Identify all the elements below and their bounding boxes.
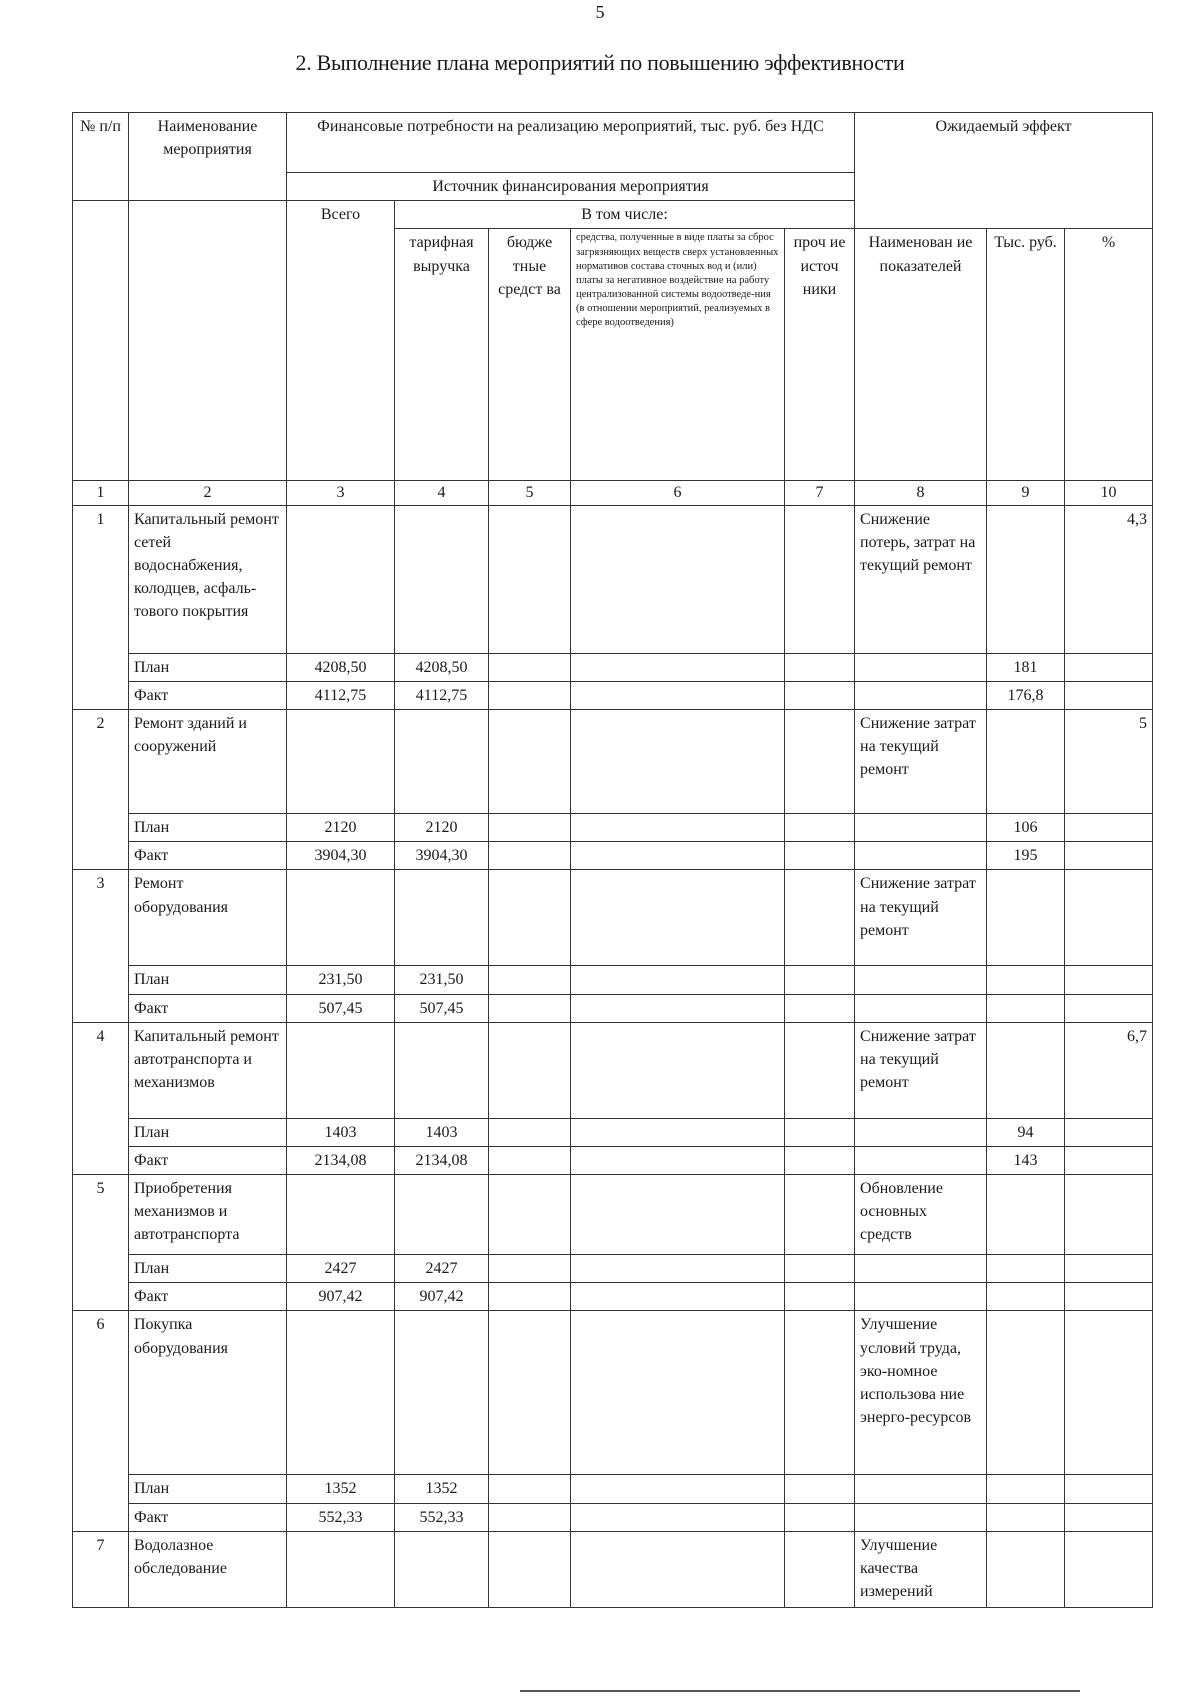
plan-thousand-rub: 106: [987, 813, 1065, 841]
empty-cell: [987, 1531, 1065, 1607]
column-index: 5: [489, 481, 571, 505]
empty-cell: [489, 709, 571, 813]
plan-row: [73, 1255, 1153, 1283]
fact-thousand-rub: [987, 1503, 1065, 1531]
empty-cell: [571, 681, 785, 709]
header-indicator: Наименован ие показателей: [855, 229, 987, 481]
empty-cell: [395, 1022, 489, 1118]
empty-cell: [785, 653, 855, 681]
fact-thousand-rub: 176,8: [987, 681, 1065, 709]
effect-percent: [1065, 1175, 1153, 1255]
empty-cell: [987, 870, 1065, 966]
header-source: Источник финансирования мероприятия: [287, 173, 855, 201]
empty-cell: [395, 1531, 489, 1607]
empty-cell: [855, 813, 987, 841]
empty-cell: [489, 1146, 571, 1174]
empty-cell: [1065, 1255, 1153, 1283]
empty-cell: [855, 994, 987, 1022]
plan-thousand-rub: [987, 966, 1065, 994]
empty-cell: [1065, 966, 1153, 994]
fact-thousand-rub: [987, 1283, 1065, 1311]
empty-cell: [855, 1503, 987, 1531]
header-thousand-rub: Тыс. руб.: [987, 229, 1065, 481]
column-index: 10: [1065, 481, 1153, 505]
measure-number: 5: [73, 1175, 129, 1311]
fact-tariff: 2134,08: [395, 1146, 489, 1174]
empty-cell: [489, 1283, 571, 1311]
empty-cell: [489, 813, 571, 841]
empty-cell: [489, 1503, 571, 1531]
fact-thousand-rub: 143: [987, 1146, 1065, 1174]
plan-tariff: 231,50: [395, 966, 489, 994]
column-index: 7: [785, 481, 855, 505]
empty-cell: [987, 1175, 1065, 1255]
fact-total: 3904,30: [287, 842, 395, 870]
empty-cell: [785, 1475, 855, 1503]
empty-cell: [855, 966, 987, 994]
empty-cell: [287, 505, 395, 653]
page-title: 2. Выполнение плана мероприятий по повышению эффективности: [295, 50, 905, 75]
measure-number: 4: [73, 1022, 129, 1174]
column-index: 6: [571, 481, 785, 505]
header-including: В том числе:: [395, 201, 855, 229]
effect-percent: 5: [1065, 709, 1153, 813]
empty-cell: [1065, 842, 1153, 870]
measure-row: [73, 1022, 1153, 1118]
fact-row: [73, 1503, 1153, 1531]
empty-cell: [855, 1146, 987, 1174]
plan-row: [73, 1118, 1153, 1146]
empty-cell: [287, 1531, 395, 1607]
effect-indicator: Улучшение условий труда, эко-номное использова ние энерго-ресурсов: [855, 1311, 987, 1475]
empty-cell: [395, 1175, 489, 1255]
measure-row: [73, 1311, 1153, 1475]
empty-cell: [785, 1531, 855, 1607]
empty-cell: [571, 1175, 785, 1255]
fact-row: [73, 1283, 1153, 1311]
measure-name: Ремонт оборудования: [129, 870, 287, 966]
empty-cell: [987, 1022, 1065, 1118]
empty-cell: [489, 1255, 571, 1283]
empty-cell: [785, 681, 855, 709]
empty-cell: [987, 1311, 1065, 1475]
empty-cell: [785, 1118, 855, 1146]
page-number: 5: [595, 2, 605, 22]
empty-cell: [571, 966, 785, 994]
measure-name: Покупка оборудования: [129, 1311, 287, 1475]
measure-row: [73, 870, 1153, 966]
header-name-empty: [129, 201, 287, 481]
empty-cell: [1065, 1146, 1153, 1174]
column-index: 1: [73, 481, 129, 505]
header-tariff: тарифная выручка: [395, 229, 489, 481]
plan-label: План: [129, 813, 287, 841]
empty-cell: [785, 1146, 855, 1174]
empty-cell: [571, 1475, 785, 1503]
plan-row: [73, 813, 1153, 841]
empty-cell: [785, 1255, 855, 1283]
plan-thousand-rub: [987, 1475, 1065, 1503]
empty-cell: [571, 1118, 785, 1146]
plan-total: 4208,50: [287, 653, 395, 681]
plan-thousand-rub: [987, 1255, 1065, 1283]
empty-cell: [785, 842, 855, 870]
plan-thousand-rub: 181: [987, 653, 1065, 681]
empty-cell: [571, 842, 785, 870]
effect-indicator: Обновление основных средств: [855, 1175, 987, 1255]
empty-cell: [395, 1311, 489, 1475]
measure-row: [73, 1175, 1153, 1255]
empty-cell: [785, 1022, 855, 1118]
empty-cell: [489, 681, 571, 709]
empty-cell: [1065, 1503, 1153, 1531]
measure-number: 6: [73, 1311, 129, 1531]
measure-number: 7: [73, 1531, 129, 1607]
effect-indicator: Снижение затрат на текущий ремонт: [855, 1022, 987, 1118]
fact-label: Факт: [129, 1503, 287, 1531]
empty-cell: [489, 1311, 571, 1475]
effect-indicator: Улучшение качества измерений: [855, 1531, 987, 1607]
column-index: 9: [987, 481, 1065, 505]
empty-cell: [785, 966, 855, 994]
fact-thousand-rub: [987, 994, 1065, 1022]
plan-row: [73, 966, 1153, 994]
effect-indicator: Снижение затрат на текущий ремонт: [855, 709, 987, 813]
measure-name: Водолазное обследование: [129, 1531, 287, 1607]
fact-tariff: 907,42: [395, 1283, 489, 1311]
fact-label: Факт: [129, 1283, 287, 1311]
empty-cell: [785, 1283, 855, 1311]
footer-line: [520, 1690, 1080, 1692]
measure-row: [73, 505, 1153, 653]
empty-cell: [287, 870, 395, 966]
empty-cell: [855, 1118, 987, 1146]
empty-cell: [489, 966, 571, 994]
empty-cell: [571, 1311, 785, 1475]
empty-cell: [785, 813, 855, 841]
plan-row: [73, 653, 1153, 681]
measure-name: Капитальный ремонт автотранспорта и механизмов: [129, 1022, 287, 1118]
fact-tariff: 552,33: [395, 1503, 489, 1531]
fact-label: Факт: [129, 994, 287, 1022]
measure-name: Капитальный ремонт сетей водоснабжения, колодцев, асфаль-тового покрытия: [129, 505, 287, 653]
plan-row: [73, 1475, 1153, 1503]
column-index: 4: [395, 481, 489, 505]
measure-number: 1: [73, 505, 129, 709]
plan-label: План: [129, 1255, 287, 1283]
empty-cell: [571, 994, 785, 1022]
empty-cell: [785, 1311, 855, 1475]
empty-cell: [287, 709, 395, 813]
empty-cell: [489, 1475, 571, 1503]
plan-label: План: [129, 1118, 287, 1146]
empty-cell: [571, 870, 785, 966]
empty-cell: [1065, 994, 1153, 1022]
empty-cell: [571, 1283, 785, 1311]
empty-cell: [489, 1118, 571, 1146]
measure-row: [73, 1531, 1153, 1607]
empty-cell: [571, 1022, 785, 1118]
plan-tariff: 2120: [395, 813, 489, 841]
empty-cell: [489, 870, 571, 966]
fact-row: [73, 1146, 1153, 1174]
plan-tariff: 2427: [395, 1255, 489, 1283]
fact-thousand-rub: 195: [987, 842, 1065, 870]
header-other: проч ие источ ники: [785, 229, 855, 481]
fact-label: Факт: [129, 1146, 287, 1174]
effect-percent: [1065, 870, 1153, 966]
empty-cell: [395, 505, 489, 653]
effect-percent: 4,3: [1065, 505, 1153, 653]
column-index-row: [73, 481, 1153, 505]
efficiency-plan-table: [72, 112, 1153, 1608]
effect-percent: 6,7: [1065, 1022, 1153, 1118]
header-effect: Ожидаемый эффект: [855, 113, 1153, 229]
header-budget: бюдже тные средст ва: [489, 229, 571, 481]
fact-row: [73, 681, 1153, 709]
empty-cell: [489, 1175, 571, 1255]
effect-indicator: Снижение затрат на текущий ремонт: [855, 870, 987, 966]
plan-label: План: [129, 966, 287, 994]
effect-indicator: Снижение потерь, затрат на текущий ремонт: [855, 505, 987, 653]
empty-cell: [785, 870, 855, 966]
plan-total: 2427: [287, 1255, 395, 1283]
measure-name: Приобретения механизмов и автотранспорта: [129, 1175, 287, 1255]
effect-percent: [1065, 1311, 1153, 1475]
header-name: Наименование мероприятия: [129, 113, 287, 201]
plan-label: План: [129, 653, 287, 681]
empty-cell: [785, 1503, 855, 1531]
empty-cell: [571, 505, 785, 653]
empty-cell: [855, 842, 987, 870]
plan-tariff: 4208,50: [395, 653, 489, 681]
column-index: 8: [855, 481, 987, 505]
empty-cell: [1065, 1283, 1153, 1311]
fact-label: Факт: [129, 681, 287, 709]
header-fees: средства, полученные в виде платы за сброс загрязняющих веществ сверх установленных нормативов состава сточных вод и (или) платы за негативное воздействие на работу централизованной системы водоотведе-ния (в отношении мероприятий, реализуемых в сфере водоотведения): [571, 229, 785, 481]
empty-cell: [785, 505, 855, 653]
header-percent: %: [1065, 229, 1153, 481]
empty-cell: [489, 994, 571, 1022]
plan-total: 1352: [287, 1475, 395, 1503]
empty-cell: [1065, 681, 1153, 709]
empty-cell: [1065, 1475, 1153, 1503]
fact-tariff: 3904,30: [395, 842, 489, 870]
empty-cell: [395, 870, 489, 966]
column-index: 2: [129, 481, 287, 505]
fact-total: 552,33: [287, 1503, 395, 1531]
plan-total: 2120: [287, 813, 395, 841]
header-no-empty: [73, 201, 129, 481]
plan-label: План: [129, 1475, 287, 1503]
empty-cell: [489, 505, 571, 653]
fact-label: Факт: [129, 842, 287, 870]
empty-cell: [1065, 653, 1153, 681]
plan-tariff: 1403: [395, 1118, 489, 1146]
empty-cell: [987, 505, 1065, 653]
header-finance: Финансовые потребности на реализацию мероприятий, тыс. руб. без НДС: [287, 113, 855, 173]
plan-thousand-rub: 94: [987, 1118, 1065, 1146]
empty-cell: [855, 681, 987, 709]
measure-name: Ремонт зданий и сооружений: [129, 709, 287, 813]
empty-cell: [785, 994, 855, 1022]
header-no: № п/п: [73, 113, 129, 201]
fact-tariff: 4112,75: [395, 681, 489, 709]
empty-cell: [571, 1503, 785, 1531]
fact-total: 2134,08: [287, 1146, 395, 1174]
plan-total: 231,50: [287, 966, 395, 994]
fact-tariff: 507,45: [395, 994, 489, 1022]
empty-cell: [785, 1175, 855, 1255]
empty-cell: [571, 1146, 785, 1174]
empty-cell: [855, 653, 987, 681]
header-total: Всего: [287, 201, 395, 481]
column-index: 3: [287, 481, 395, 505]
plan-tariff: 1352: [395, 1475, 489, 1503]
empty-cell: [489, 1022, 571, 1118]
empty-cell: [571, 813, 785, 841]
empty-cell: [571, 653, 785, 681]
measure-number: 2: [73, 709, 129, 869]
empty-cell: [855, 1255, 987, 1283]
empty-cell: [287, 1022, 395, 1118]
empty-cell: [489, 842, 571, 870]
empty-cell: [287, 1311, 395, 1475]
empty-cell: [571, 709, 785, 813]
empty-cell: [1065, 1118, 1153, 1146]
empty-cell: [855, 1283, 987, 1311]
fact-total: 507,45: [287, 994, 395, 1022]
plan-total: 1403: [287, 1118, 395, 1146]
fact-row: [73, 994, 1153, 1022]
empty-cell: [855, 1475, 987, 1503]
fact-row: [73, 842, 1153, 870]
measure-row: [73, 709, 1153, 813]
empty-cell: [287, 1175, 395, 1255]
empty-cell: [571, 1531, 785, 1607]
empty-cell: [987, 709, 1065, 813]
empty-cell: [489, 1531, 571, 1607]
empty-cell: [395, 709, 489, 813]
empty-cell: [1065, 813, 1153, 841]
measure-number: 3: [73, 870, 129, 1022]
fact-total: 4112,75: [287, 681, 395, 709]
empty-cell: [489, 653, 571, 681]
empty-cell: [571, 1255, 785, 1283]
fact-total: 907,42: [287, 1283, 395, 1311]
empty-cell: [785, 709, 855, 813]
effect-percent: [1065, 1531, 1153, 1607]
